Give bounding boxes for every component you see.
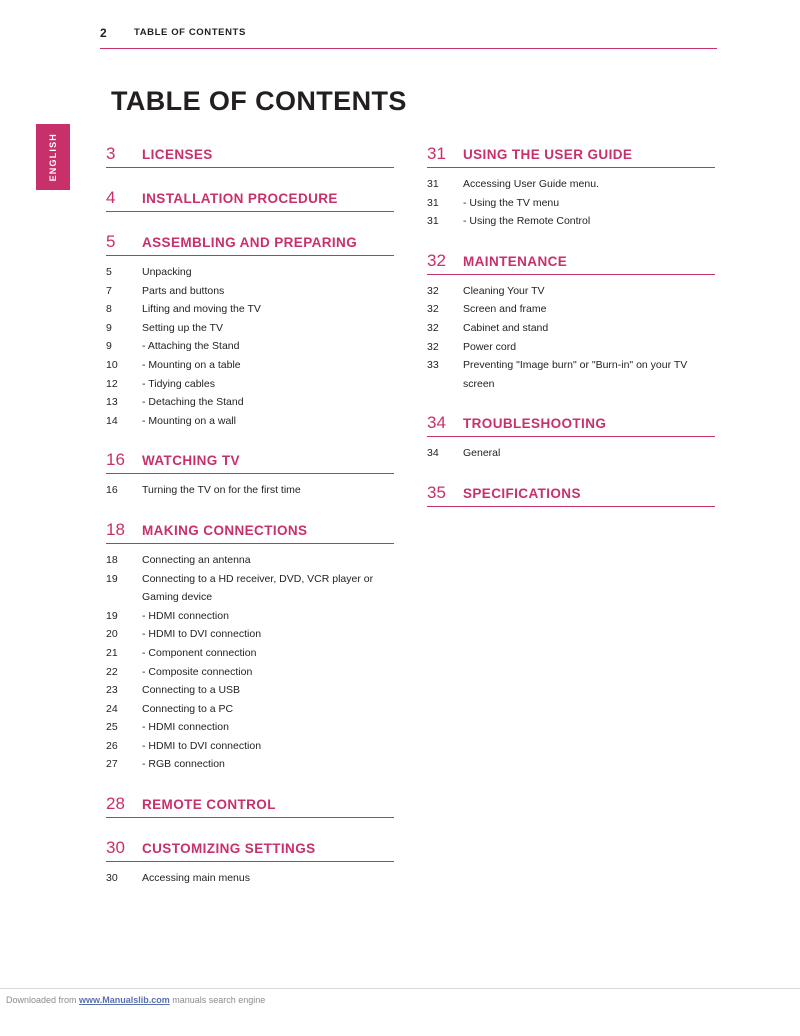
toc-entry[interactable]: [427, 282, 715, 301]
toc-section-label: ASSEMBLING AND PREPARING: [142, 235, 358, 250]
toc-entry[interactable]: [106, 869, 394, 888]
toc-section-label: MAINTENANCE: [463, 253, 568, 269]
toc-entry-page: 33: [427, 359, 439, 372]
toc-entries: [106, 263, 394, 430]
toc-section: [427, 483, 715, 507]
toc-section-label: REMOTE CONTROL: [142, 797, 276, 813]
toc-section-page: 31: [427, 144, 446, 163]
toc-entry-page: 30: [106, 872, 118, 885]
toc-section-page: 4: [106, 188, 116, 207]
toc-entry[interactable]: [427, 356, 715, 393]
toc-entry-page: 32: [427, 321, 439, 334]
toc-entry-page: 18: [106, 553, 118, 566]
toc-entry-label: - Mounting on a wall: [142, 414, 236, 427]
toc-entries: [427, 175, 715, 231]
toc-section-page: 35: [427, 482, 446, 502]
toc-entry-label: - HDMI to DVI connection: [142, 739, 262, 752]
toc-entry-page: 14: [106, 414, 118, 427]
toc-entry-label: Connecting to a PC: [142, 702, 234, 715]
toc-section-label: LICENSES: [142, 147, 213, 162]
toc-entry[interactable]: [106, 718, 394, 737]
toc-entry[interactable]: [106, 300, 394, 319]
toc-entry-label: - Tidying cables: [142, 377, 215, 390]
toc-entry-page: 8: [106, 303, 112, 316]
toc-entry-page: 9: [106, 321, 112, 334]
toc-entry-label: Connecting to a HD receiver, DVD, VCR player or Gaming device: [142, 572, 374, 604]
toc-entry[interactable]: [427, 175, 715, 194]
toc-entry-page: 26: [106, 739, 118, 752]
toc-section-header[interactable]: [106, 232, 394, 256]
toc-entry[interactable]: [106, 319, 394, 338]
toc-section-header[interactable]: [106, 144, 394, 168]
toc-section: [427, 251, 715, 394]
toc-section-label: WATCHING TV: [142, 453, 240, 469]
toc-entry-page: 32: [427, 340, 439, 353]
toc-entry-page: 19: [106, 609, 118, 622]
toc-entry[interactable]: [427, 319, 715, 338]
toc-entries: [106, 869, 394, 888]
toc-section-header[interactable]: [106, 450, 394, 474]
toc-entry[interactable]: [106, 737, 394, 756]
toc-entry-label: - HDMI to DVI connection: [142, 628, 262, 641]
toc-section-header[interactable]: [106, 838, 394, 862]
toc-entry-label: - Component connection: [142, 646, 257, 659]
toc-entry-page: 13: [106, 396, 118, 409]
language-tab: [36, 124, 70, 190]
toc-entry-page: 21: [106, 646, 118, 659]
toc-entry-label: Parts and buttons: [142, 284, 225, 297]
language-tab-label: ENGLISH: [48, 132, 58, 182]
toc-entry-page: 12: [106, 377, 118, 390]
toc-section: [106, 794, 394, 818]
toc-entry-page: 22: [106, 665, 118, 678]
toc-entry[interactable]: [106, 570, 394, 607]
toc-entry[interactable]: [427, 338, 715, 357]
toc-section: [106, 144, 394, 168]
toc-entry-label: - Attaching the Stand: [142, 340, 240, 353]
toc-section: [427, 144, 715, 231]
toc-entry[interactable]: [106, 663, 394, 682]
toc-entry-label: Connecting to a USB: [142, 684, 241, 697]
toc-column-right: [427, 144, 715, 527]
toc-entry-page: 7: [106, 284, 112, 297]
toc-entry[interactable]: [427, 444, 715, 463]
toc-entries: [106, 481, 394, 500]
toc-section: [106, 838, 394, 888]
toc-entry-page: 19: [106, 572, 118, 585]
toc-entries: [106, 551, 394, 774]
toc-entry-label: - Mounting on a table: [142, 358, 241, 371]
toc-section-page: 32: [427, 250, 446, 270]
footer-suffix: manuals search engine: [169, 995, 266, 1005]
toc-entry-page: 31: [427, 178, 439, 190]
toc-entry-label: Setting up the TV: [142, 321, 223, 334]
toc-entry-page: 32: [427, 303, 439, 316]
toc-column-left: [106, 144, 394, 908]
toc-entry[interactable]: [106, 625, 394, 644]
page-title: TABLE OF CONTENTS: [111, 86, 407, 116]
toc-entry[interactable]: [106, 393, 394, 412]
toc-section-page: 3: [106, 144, 116, 163]
toc-entry[interactable]: [106, 644, 394, 663]
toc-entry-page: 25: [106, 721, 118, 734]
toc-section-page: 18: [106, 519, 125, 539]
toc-entry-page: 9: [106, 340, 112, 353]
toc-entry-page: 20: [106, 628, 118, 641]
toc-entry[interactable]: [106, 375, 394, 394]
toc-entry-page: 16: [106, 484, 118, 497]
toc-entry-label: - HDMI connection: [142, 609, 229, 622]
toc-entry-page: 10: [106, 358, 118, 371]
toc-section-label: MAKING CONNECTIONS: [142, 522, 308, 538]
toc-section-label: INSTALLATION PROCEDURE: [142, 191, 338, 206]
toc-entry-label: - Detaching the Stand: [142, 396, 244, 409]
toc-section-label: TROUBLESHOOTING: [463, 416, 607, 432]
toc-entries: [427, 444, 715, 463]
header-title: TABLE OF CONTENTS: [134, 27, 246, 38]
toc-entry-label: Unpacking: [142, 266, 192, 278]
toc-entry-page: 27: [106, 758, 118, 771]
toc-entries: [427, 282, 715, 394]
toc-entry-label: - RGB connection: [142, 758, 225, 771]
toc-entry-label: General: [463, 447, 501, 460]
toc-section-label: USING THE USER GUIDE: [463, 147, 633, 162]
toc-entry[interactable]: [106, 607, 394, 626]
toc-entry-label: - HDMI connection: [142, 721, 229, 734]
toc-section-header[interactable]: [106, 188, 394, 212]
toc-entry-page: 32: [427, 284, 439, 297]
page-footer: [0, 988, 800, 1005]
toc-section-header[interactable]: [427, 144, 715, 168]
toc-entry-label: - Using the TV menu: [463, 196, 560, 209]
toc-entry-page: 24: [106, 702, 118, 715]
toc-section-label: CUSTOMIZING SETTINGS: [142, 841, 316, 857]
toc-entry-page: 23: [106, 684, 118, 697]
toc-entry[interactable]: [427, 300, 715, 319]
footer-prefix: Downloaded from: [6, 995, 80, 1005]
toc-entry-page: 31: [427, 196, 439, 209]
toc-section-header[interactable]: [427, 483, 715, 507]
toc-entry-label: Power cord: [463, 340, 517, 353]
toc-section: [106, 450, 394, 500]
toc-entry[interactable]: [106, 755, 394, 774]
toc-section: [106, 188, 394, 212]
toc-entry-label: Cabinet and stand: [463, 321, 549, 334]
toc-entry-label: Accessing User Guide menu.: [463, 178, 599, 190]
toc-entry[interactable]: [106, 337, 394, 356]
toc-section-header[interactable]: [427, 251, 715, 275]
toc-section-label: SPECIFICATIONS: [463, 485, 581, 501]
toc-section: [106, 232, 394, 430]
toc-section-page: 28: [106, 794, 125, 814]
toc-entry[interactable]: [427, 194, 715, 213]
toc-entry-page: 31: [427, 215, 439, 228]
toc-section-page: 30: [106, 838, 125, 858]
toc-section-header[interactable]: [106, 520, 394, 544]
manualslib-link[interactable]: www.Manualslib.com: [79, 995, 170, 1005]
toc-entry[interactable]: [106, 481, 394, 500]
toc-section-header[interactable]: [106, 794, 394, 818]
toc-entry-page: 5: [106, 266, 112, 278]
toc-entry-label: - Composite connection: [142, 665, 253, 678]
toc-entry[interactable]: [106, 282, 394, 301]
toc-entry-label: Connecting an antenna: [142, 553, 251, 566]
toc-section-page: 34: [427, 413, 446, 433]
toc-entry-label: Cleaning Your TV: [463, 284, 545, 297]
toc-entry[interactable]: [106, 700, 394, 719]
toc-entry-label: Accessing main menus: [142, 872, 250, 885]
toc-entry[interactable]: [106, 356, 394, 375]
toc-entry[interactable]: [106, 263, 394, 282]
footer-text: [0, 989, 800, 1005]
toc-entry-label: Screen and frame: [463, 303, 547, 316]
page-number: 2: [100, 26, 107, 40]
toc-entry[interactable]: [106, 412, 394, 431]
toc-entry-label: Lifting and moving the TV: [142, 303, 261, 316]
toc-section-page: 16: [106, 450, 125, 470]
toc-entry[interactable]: [106, 551, 394, 570]
toc-entry-label: Turning the TV on for the first time: [142, 484, 301, 497]
toc-entry-label: - Using the Remote Control: [463, 215, 591, 228]
toc-section-header[interactable]: [427, 413, 715, 437]
toc-entry[interactable]: [106, 681, 394, 700]
toc-entry[interactable]: [427, 212, 715, 231]
toc-section: [106, 520, 394, 774]
toc-entry-label: Preventing "Image burn" or "Burn-in" on your TV screen: [463, 359, 688, 390]
toc-section-page: 5: [106, 232, 116, 251]
toc-section: [427, 413, 715, 463]
page-header: [100, 26, 717, 49]
toc-entry-page: 34: [427, 447, 439, 460]
